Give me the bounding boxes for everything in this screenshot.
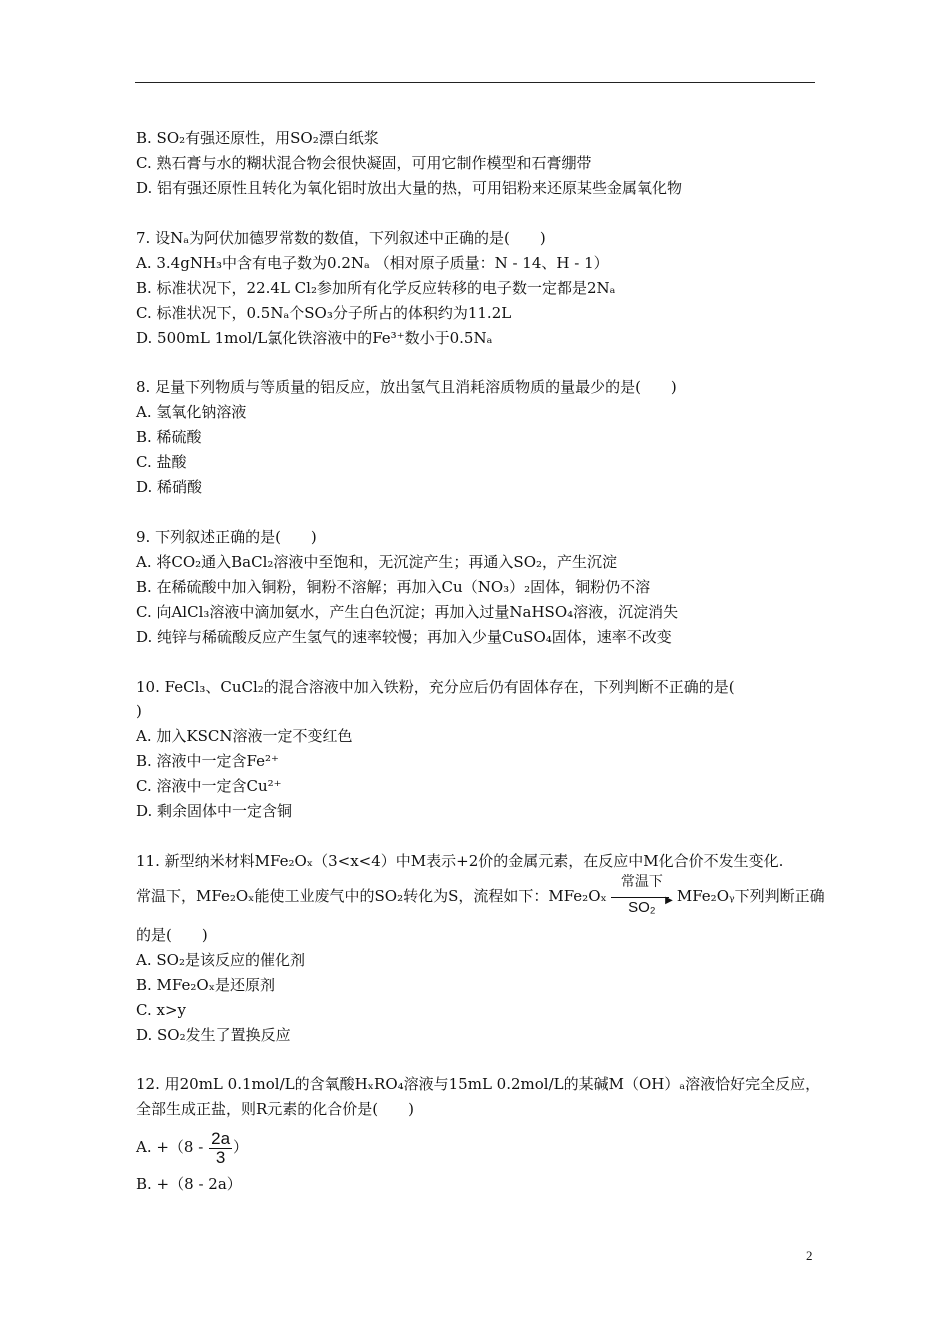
q8-stem: 8. 足量下列物质与等质量的铝反应，放出氢气且消耗溶质物质的量最少的是( ) [136, 378, 677, 396]
page-number: 2 [806, 1248, 813, 1263]
q7-option-a: A. 3.4gNH₃中含有电子数为0.2Nₐ （相对原子质量：N - 14、H - 1） [136, 254, 609, 272]
q11-stem-cont: 的是( ) [136, 926, 208, 944]
q12-a-suffix: ） [233, 1138, 249, 1156]
q6-option-d: D. 铝有强还原性且转化为氧化铝时放出大量的热，可用铝粉来还原某些金属氧化物 [136, 179, 683, 197]
fraction [209, 1130, 232, 1167]
arrow-head-icon: ▶ [665, 895, 673, 906]
q11-option-b: B. MFe₂Oₓ是还原剂 [136, 976, 276, 994]
q11-option-d: D. SO₂发生了置换反应 [136, 1026, 291, 1044]
q6-option-c: C. 熟石膏与水的糊状混合物会很快凝固，可用它制作模型和石膏绷带 [136, 154, 592, 172]
reaction-arrow [611, 873, 673, 916]
q9-option-a: A. 将CO₂通入BaCl₂溶液中至饱和，无沉淀产生；再通入SO₂，产生沉淀 [136, 553, 617, 571]
q11-flow-after: MFe₂Oᵧ下列判断正确 [676, 887, 825, 905]
q8-option-c: C. 盐酸 [136, 453, 187, 471]
q10-stem-cont: ) [136, 702, 142, 720]
q7-option-d: D. 500mL 1mol/L氯化铁溶液中的Fe³⁺数小于0.5Nₐ [136, 329, 493, 347]
q12-stem: 12. 用20mL 0.1mol/L的含氧酸HₓRO₄溶液与15mL 0.2mol/L的某碱M（OH）ₐ溶液恰好完全反应， [136, 1075, 821, 1093]
fraction-numerator: 2a [211, 1128, 231, 1148]
q12-option-a [136, 1128, 248, 1167]
arrow-condition-above: 常温下 [620, 873, 663, 889]
q6-option-b: B. SO₂有强还原性，用SO₂漂白纸浆 [136, 129, 379, 147]
q9-option-d: D. 纯锌与稀硫酸反应产生氢气的速率较慢；再加入少量CuSO₄固体，速率不改变 [136, 628, 672, 646]
q9-option-b: B. 在稀硫酸中加入铜粉，铜粉不溶解；再加入Cu（NO₃）₂固体，铜粉仍不溶 [136, 578, 651, 596]
q10-option-b: B. 溶液中一定含Fe²⁺ [136, 752, 279, 770]
arrow-condition-below: SO₂ [628, 899, 656, 916]
q9-option-c: C. 向AlCl₃溶液中滴加氨水，产生白色沉淀；再加入过量NaHSO₄溶液，沉淀消失 [136, 603, 679, 621]
q9-stem: 9. 下列叙述正确的是( ) [136, 528, 317, 546]
q11-option-c: C. x>y [136, 1001, 186, 1019]
q10-option-c: C. 溶液中一定含Cu²⁺ [136, 777, 282, 795]
q10-option-d: D. 剩余固体中一定含铜 [136, 802, 293, 820]
q12-option-b: B. +（8 - 2a） [136, 1175, 242, 1193]
q12-a-prefix: A. +（8 - [136, 1138, 204, 1156]
q11-option-a: A. SO₂是该反应的催化剂 [136, 951, 305, 969]
q11-stem: 11. 新型纳米材料MFe₂Oₓ（3<x<4）中M表示+2价的金属元素，在反应中M化合价不发生变化. [136, 852, 784, 870]
q8-option-d: D. 稀硝酸 [136, 478, 203, 496]
q7-stem: 7. 设Nₐ为阿伏加德罗常数的数值，下列叙述中正确的是( ) [136, 229, 546, 247]
q8-option-b: B. 稀硫酸 [136, 428, 202, 446]
q10-option-a: A. 加入KSCN溶液一定不变红色 [136, 727, 353, 745]
q12-stem-cont: 全部生成正盐，则R元素的化合价是( ) [136, 1100, 414, 1118]
q7-option-c: C. 标准状况下，0.5Nₐ个SO₃分子所占的体积约为11.2L [136, 304, 512, 322]
q11-flow-before: 常温下，MFe₂Oₓ能使工业废气中的SO₂转化为S，流程如下：MFe₂Oₓ [136, 887, 607, 905]
header-rule [135, 82, 815, 83]
q11-stem-flow [136, 873, 825, 916]
q7-option-b: B. 标准状况下，22.4L Cl₂参加所有化学反应转移的电子数一定都是2Nₐ [136, 279, 616, 297]
q10-stem: 10. FeCl₃、CuCl₂的混合溶液中加入铁粉，充分应后仍有固体存在，下列判断不正确的是( [136, 678, 735, 696]
q8-option-a: A. 氢氧化钠溶液 [136, 403, 247, 421]
fraction-denominator: 3 [215, 1147, 226, 1167]
